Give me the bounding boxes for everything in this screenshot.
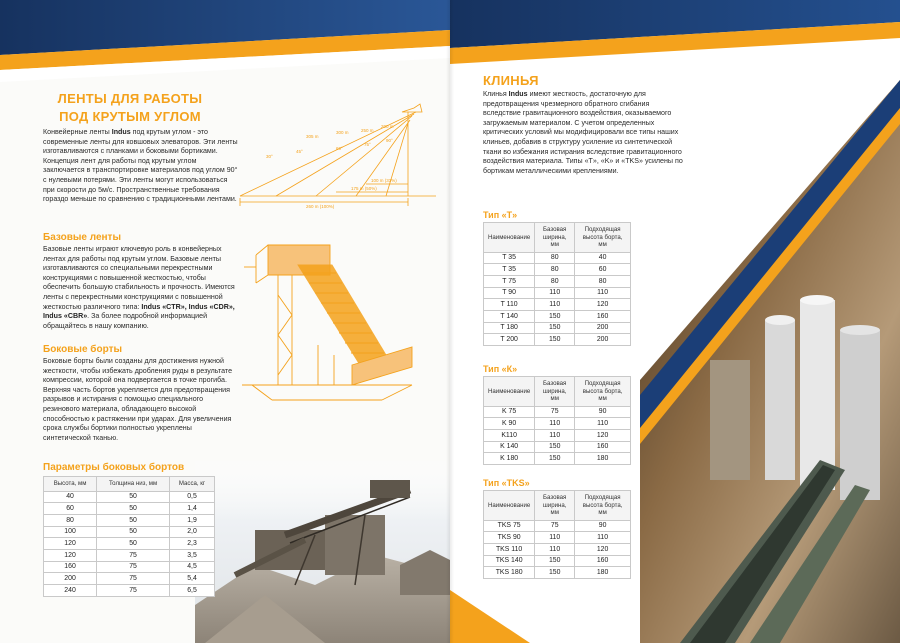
table-cell: 50 [97,526,170,538]
table-k-title: Тип «К» [483,364,518,374]
base-belts-heading: Базовые ленты [43,232,121,243]
side-walls-heading: Боковые борты [43,344,123,355]
table-cell: 80 [535,264,575,276]
table-cell: 75 [97,561,170,573]
table-cell: 60 [575,264,631,276]
table-cell: K110 [484,429,535,441]
table-cell: K 75 [484,406,535,418]
table-row [44,549,215,561]
table-cell: 200 [575,334,631,346]
table-cell: 240 [44,585,97,597]
table-row [484,532,631,544]
table-row [484,520,631,532]
table-tks-wrap [483,490,631,579]
table-cell: T 180 [484,322,535,334]
table-k-col-height: Подходящая высота борта, мм [575,377,631,407]
table-cell: 110 [535,532,575,544]
table-row [484,334,631,346]
params-col-height: Высота, мм [44,477,97,492]
table-row [484,310,631,322]
table-t-col-width: Базовая ширина, мм [535,223,575,253]
table-cell: 50 [97,538,170,550]
table-k-wrap [483,376,631,465]
table-cell: 2,3 [170,538,215,550]
diagram-dim-2: 175 m (50%) [351,186,377,191]
table-row [484,406,631,418]
table-row [44,561,215,573]
table-cell: 75 [535,406,575,418]
table-row [44,585,215,597]
left-intro-text-2: под крутым углом - это современные ленты для ковшовых элеваторов. Эти ленты изготавливаются с планками и боковыми бортиками. Концепция лент для работы под крутым углом заключается в транспортировке материалов под углом 90° с нулевыми потерями. Эти ленты могут использоваться при скорости до 5м/с. Пространственные требования гораздо меньше по сравнению с традиционными лентами. [43,128,238,204]
quarry-conveyor-photo [195,455,450,643]
bucket-elevator-illustration [232,215,437,420]
table-tks [483,490,631,579]
left-intro-text-1: Конвейерные ленты [43,128,112,136]
base-belts-text-1: Базовые ленты играют ключевую роль в конвейерных лентах для работы под крутым углом. Базовые ленты изготавливаются со специальными перекрестными конструкциями с повышенной жесткостью, чтобы обеспечить большую стабильность и прочность. Имеются ленты с перекрестными конструкциями с повышенной жесткостью различного типа: [43,245,235,311]
table-cell: 160 [575,555,631,567]
steep-angle-diagram [236,98,441,220]
right-page [450,0,900,643]
table-k-col-name: Наименование [484,377,535,407]
diagram-angle-2: 45° [296,149,303,154]
table-cell: 150 [535,441,575,453]
table-cell: 40 [575,252,631,264]
table-cell: 150 [535,310,575,322]
table-cell: 110 [535,287,575,299]
table-tks-col-width: Базовая ширина, мм [535,491,575,521]
table-cell: 50 [97,491,170,503]
diagram-dim-3: 260 m (100%) [306,204,335,209]
table-row [484,555,631,567]
right-intro-text-1: Клинья [483,90,509,98]
table-cell: T 75 [484,275,535,287]
table-cell: K 180 [484,453,535,465]
side-walls-paragraph: Боковые борты были созданы для достижения нужной жесткости, чтобы избежать дробления руды в результате компрессии, которой она подвергается в точке прогиба. Верхняя часть бортов укрепляется для предотвращения разрывов и истирания с помощью специального резинового материала, обладающего высокой способностью к растяжении при ударах. Для увеличения срока службы бортики полностью укреплены синтетической тканью. [43,357,233,442]
table-cell: K 140 [484,441,535,453]
table-cell: 110 [535,543,575,555]
table-cell: 150 [535,567,575,579]
table-row [44,538,215,550]
table-cell: TKS 75 [484,520,535,532]
table-row [484,567,631,579]
right-intro-paragraph [483,90,688,176]
table-cell: 4,5 [170,561,215,573]
table-cell: T 35 [484,252,535,264]
table-cell: T 35 [484,264,535,276]
table-cell: 5,4 [170,573,215,585]
table-cell: 80 [575,275,631,287]
diagram-angle-5: 90° [386,138,393,143]
params-table-title: Параметры боковых бортов [43,462,185,473]
left-intro-paragraph [43,128,238,205]
diagram-dim-1: 100 m (33%) [371,178,397,183]
table-cell: 80 [535,275,575,287]
table-k-header-row [484,377,631,407]
table-cell: 75 [97,549,170,561]
table-row [484,264,631,276]
table-cell: TKS 110 [484,543,535,555]
table-k-col-width: Базовая ширина, мм [535,377,575,407]
table-cell: 110 [575,287,631,299]
params-table-wrap [43,476,215,597]
table-cell: 200 [44,573,97,585]
table-cell: 80 [44,514,97,526]
table-cell: 80 [535,252,575,264]
table-cell: 50 [97,514,170,526]
table-cell: 180 [575,453,631,465]
diagram-slope-1: 305 m [306,134,319,139]
table-cell: 180 [575,567,631,579]
table-cell: T 140 [484,310,535,322]
table-cell: 100 [44,526,97,538]
left-intro-brand: Indus [111,128,131,136]
table-k [483,376,631,465]
left-title-line-1: ЛЕНТЫ ДЛЯ РАБОТЫ [57,91,203,106]
table-row [44,514,215,526]
table-cell: 2,0 [170,526,215,538]
params-col-mass: Масса, кг [170,477,215,492]
table-cell: TKS 90 [484,532,535,544]
table-cell: 6,5 [170,585,215,597]
table-t-wrap [483,222,631,346]
table-row [484,252,631,264]
base-belts-text-2: . За более подробной информацией обращайтесь в нашу компанию. [43,312,208,330]
right-intro-text-2: имеют жесткость, достаточную для предотвращения чрезмерного обратного сгибания вследствие гравитационного воздействия, оказываемого загружаемым материалом. С учетом определенных критических условий мы модифицировали все типы наших клиньев, добавив в структуру усиление из синтетической ткани во избежания истирания вследствие гравитационного воздействия материала. Типы «T», «K» и «TKS» усилены по бортикам металлическими креплениями. [483,90,683,175]
diagram-slope-3: 250 m [361,128,374,133]
table-row [44,573,215,585]
table-cell: 90 [575,520,631,532]
table-t-title: Тип «Т» [483,210,518,220]
table-cell: 75 [97,585,170,597]
table-cell: 120 [575,299,631,311]
table-cell: 75 [535,520,575,532]
table-cell: TKS 140 [484,555,535,567]
table-cell: TKS 180 [484,567,535,579]
table-row [44,503,215,515]
table-t-col-name: Наименование [484,223,535,253]
table-t-col-height: Подходящая высота борта, мм [575,223,631,253]
table-row [484,429,631,441]
table-cell: 110 [575,418,631,430]
table-cell: 90 [575,406,631,418]
table-cell: 120 [575,429,631,441]
base-belts-paragraph [43,245,238,331]
table-cell: 1,4 [170,503,215,515]
table-row [484,441,631,453]
table-cell: T 110 [484,299,535,311]
table-cell: 3,5 [170,549,215,561]
diagram-angle-1: 30° [266,154,273,159]
table-tks-title: Тип «TKS» [483,478,530,488]
table-cell: 50 [97,503,170,515]
table-row [484,322,631,334]
table-cell: 40 [44,491,97,503]
left-title-line-2: ПОД КРУТЫМ УГЛОМ [59,109,201,124]
table-row [484,299,631,311]
table-cell: 120 [575,543,631,555]
table-cell: 200 [575,322,631,334]
table-cell: 160 [575,441,631,453]
diagram-slope-2: 300 m [336,130,349,135]
table-t-header-row [484,223,631,253]
params-col-thickness: Толщина низ, мм [97,477,170,492]
base-belts-indus: Indus [141,302,161,311]
table-cell: 110 [535,299,575,311]
base-belts-types: «CTR», Indus «CDR», Indus «CBR» [43,302,235,321]
diagram-angle-3: 60° [336,146,343,151]
table-cell: 120 [44,538,97,550]
table-row [44,526,215,538]
right-bottom-orange [450,590,530,643]
table-cell: 0,5 [170,491,215,503]
table-row [484,275,631,287]
table-cell: 150 [535,322,575,334]
table-cell: 110 [535,418,575,430]
table-cell: 110 [575,532,631,544]
params-table [43,476,215,597]
table-tks-col-height: Подходящая высота борта, мм [575,491,631,521]
table-tks-col-name: Наименование [484,491,535,521]
params-table-header-row [44,477,215,492]
table-cell: 110 [535,429,575,441]
table-cell: 120 [44,549,97,561]
table-cell: 1,9 [170,514,215,526]
book-spine [446,0,454,643]
table-cell: 60 [44,503,97,515]
left-page-title [40,90,220,126]
table-cell: K 90 [484,418,535,430]
table-tks-header-row [484,491,631,521]
diagram-angle-4: 75° [364,142,371,147]
table-row [484,418,631,430]
table-row [44,491,215,503]
right-page-title: КЛИНЬЯ [483,73,539,88]
table-cell: 75 [97,573,170,585]
table-t [483,222,631,346]
right-intro-brand: Indus [508,90,528,98]
table-row [484,543,631,555]
table-row [484,453,631,465]
table-cell: 160 [44,561,97,573]
diagram-slope-4: 200 m [381,124,394,129]
table-cell: 150 [535,334,575,346]
table-cell: 150 [535,453,575,465]
table-cell: 160 [575,310,631,322]
table-cell: 150 [535,555,575,567]
table-cell: T 200 [484,334,535,346]
table-row [484,287,631,299]
table-cell: T 90 [484,287,535,299]
